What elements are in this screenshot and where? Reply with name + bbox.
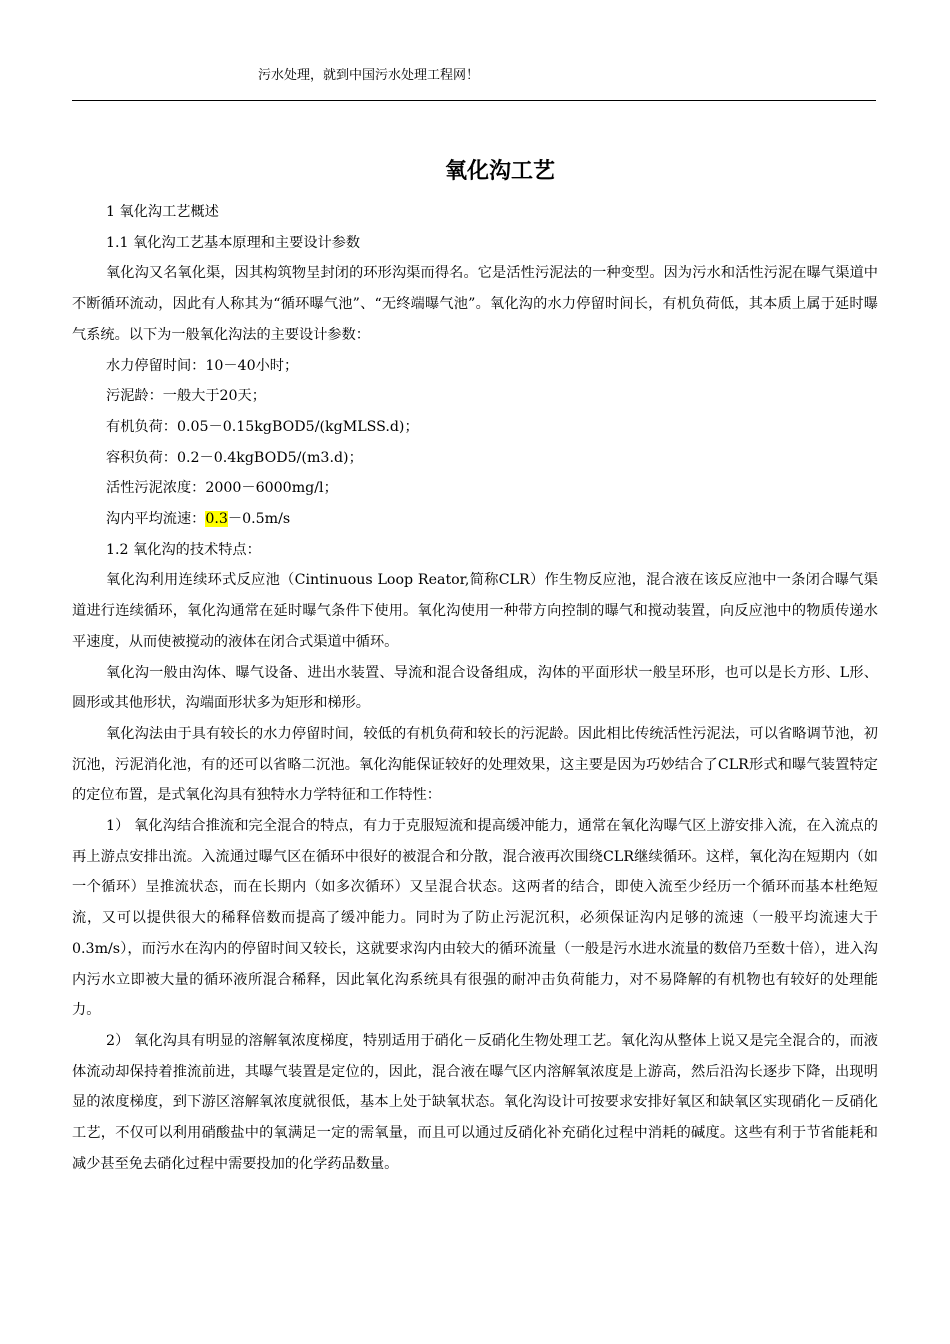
list-paragraph: 1） 氧化沟结合推流和完全混合的特点，有力于克服短流和提高缓冲能力，通常在氧化沟曝气区上游安排入流，在入流点的再上游点安排出流。入流通过曝气区在循环中很好的被混合和分散，混合液再次围绕CLR继续循环。这样，氧化沟在短期内（如一个循环）呈推流状态，而在长期内（如多次循环）又呈混合状态。这两者的结合，即使入流至少经历一个循环而基本杜绝短流，又可以提供很大的稀释倍数而提高了缓冲能力。同时为了防止污泥沉积，必须保证沟内足够的流速（一般平均流速大于0.3m/s），而污水在沟内的停留时间又较长，这就要求沟内由较大的循环流量（一般是污水进水流量的数倍乃至数十倍），进入沟内污水立即被大量的循环液所混合稀释，因此氧化沟系统具有很强的耐冲击负荷能力，对不易降解的有机物也有较好的处理能力。 [72, 818, 878, 1019]
param-item: 容积负荷：0.2－0.4kgBOD5/(m3.d)； [106, 449, 363, 466]
param-item: 有机负荷：0.05－0.15kgBOD5/(kgMLSS.d)； [106, 418, 419, 435]
param-item-flow [72, 504, 878, 535]
header-divider [72, 100, 876, 101]
document-title: 氧化沟工艺 [444, 159, 555, 184]
flow-label: 沟内平均流速： [106, 511, 206, 528]
section-heading-1: 1 氧化沟工艺概述 [106, 204, 219, 220]
page-header-text: 污水处理，就到中国污水处理工程网！ [258, 68, 480, 83]
body-paragraph: 氧化沟法由于具有较长的水力停留时间，较低的有机负荷和较长的污泥龄。因此相比传统活性污泥法，可以省略调节池，初沉池，污泥消化池，有的还可以省略二沉池。氧化沟能保证较好的处理效果，这主要是因为巧妙结合了CLR形式和曝气装置特定的定位布置，是式氧化沟具有独特水力学特征和工作特性： [72, 725, 878, 804]
document-body [72, 197, 878, 1180]
param-item: 水力停留时间：10－40小时； [106, 357, 299, 374]
section-heading-1-1: 1.1 氧化沟工艺基本原理和主要设计参数 [106, 234, 361, 251]
param-item: 污泥龄：一般大于20天； [106, 388, 266, 405]
list-paragraph: 2） 氧化沟具有明显的溶解氧浓度梯度，特别适用于硝化－反硝化生物处理工艺。氧化沟从整体上说又是完全混合的，而液体流动却保持着推流前进，其曝气装置是定位的，因此，混合液在曝气区内溶解氧浓度是上游高，然后沿沟长逐步下降，出现明显的浓度梯度，到下游区溶解氧浓度就很低，基本上处于缺氧状态。氧化沟设计可按要求安排好氧区和缺氧区实现硝化－反硝化工艺，不仅可以利用硝酸盐中的氧满足一定的需氧量，而且可以通过反硝化补充硝化过程中消耗的碱度。这些有利于节省能耗和减少甚至免去硝化过程中需要投加的化学药品数量。 [72, 1032, 878, 1172]
highlighted-value: 0.3 [205, 511, 228, 528]
body-paragraph: 氧化沟利用连续环式反应池（Cintinuous Loop Reator,简称CLR）作生物反应池，混合液在该反应池中一条闭合曝气渠道进行连续循环，氧化沟通常在延时曝气条件下使用。氧化沟使用一种带方向控制的曝气和搅动装置，向反应池中的物质传递水平速度，从而使被搅动的液体在闭合式渠道中循环。 [72, 572, 878, 650]
intro-paragraph: 氧化沟又名氧化渠，因其构筑物呈封闭的环形沟渠而得名。它是活性污泥法的一种变型。因为污水和活性污泥在曝气渠道中不断循环流动，因此有人称其为“循环曝气池”、“无终端曝气池”。氧化沟的水力停留时间长，有机负荷低，其本质上属于延时曝气系统。以下为一般氧化沟法的主要设计参数： [72, 265, 878, 343]
body-paragraph: 氧化沟一般由沟体、曝气设备、进出水装置、导流和混合设备组成，沟体的平面形状一般呈环形，也可以是长方形、L形、圆形或其他形状，沟端面形状多为矩形和梯形。 [72, 664, 878, 712]
param-item: 活性污泥浓度：2000－6000mg/l； [106, 480, 338, 497]
flow-rest: －0.5m/s [227, 511, 291, 528]
section-heading-1-2: 1.2 氧化沟的技术特点： [106, 541, 261, 558]
